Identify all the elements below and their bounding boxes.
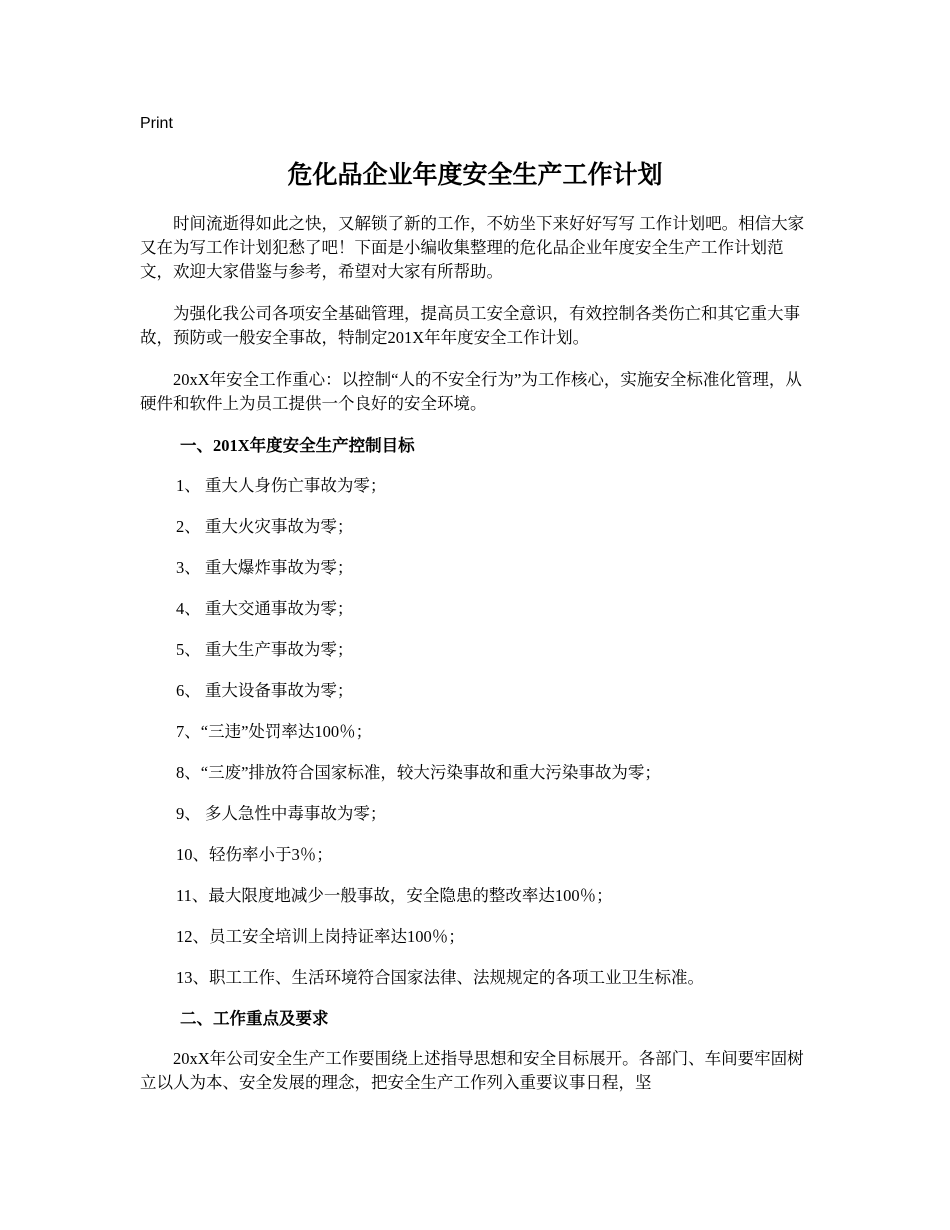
list-item: 1、 重大人身伤亡事故为零； bbox=[176, 476, 387, 495]
list-item: 11、最大限度地减少一般事故，安全隐患的整改率达100％； bbox=[176, 886, 613, 905]
document-body bbox=[140, 212, 810, 1113]
list-item: 12、员工安全培训上岗持证率达100％； bbox=[176, 927, 465, 946]
section-heading-priorities: 二、工作重点及要求 bbox=[180, 1009, 329, 1028]
list-item: 3、 重大爆炸事故为零； bbox=[176, 558, 354, 577]
list-item: 6、 重大设备事故为零； bbox=[176, 681, 354, 700]
list-item: 10、轻伤率小于3％； bbox=[176, 845, 333, 864]
list-item: 5、 重大生产事故为零； bbox=[176, 640, 354, 659]
list-item: 2、 重大火灾事故为零； bbox=[176, 517, 354, 536]
list-item: 8、“三废”排放符合国家标准，较大污染事故和重大污染事故为零； bbox=[176, 763, 661, 782]
list-item: 7、“三违”处罚率达100％； bbox=[176, 722, 373, 741]
intro-paragraph: 时间流逝得如此之快，又解锁了新的工作，不妨坐下来好好写写 工作计划吧。相信大家又在为写工作计划犯愁了吧！下面是小编收集整理的危化品企业年度安全生产工作计划范文，欢迎大家借鉴与参考，希望对大家有所帮助。 bbox=[140, 214, 805, 281]
priorities-paragraph: 20xX年公司安全生产工作要围绕上述指导思想和安全目标展开。各部门、车间要牢固树立以人为本、安全发展的理念，把安全生产工作列入重要议事日程，坚 bbox=[140, 1049, 804, 1092]
target-list bbox=[140, 474, 810, 990]
focus-paragraph: 20xX年安全工作重心：以控制“人的不安全行为”为工作核心，实施安全标准化管理，从硬件和软件上为员工提供一个良好的安全环境。 bbox=[140, 370, 802, 413]
purpose-paragraph: 为强化我公司各项安全基础管理，提高员工安全意识，有效控制各类伤亡和其它重大事故，预防或一般安全事故，特制定201X年年度安全工作计划。 bbox=[140, 304, 800, 347]
list-item: 4、 重大交通事故为零； bbox=[176, 599, 354, 618]
print-label[interactable]: Print bbox=[140, 115, 173, 132]
list-item: 13、职工工作、生活环境符合国家法律、法规规定的各项工业卫生标准。 bbox=[176, 968, 704, 987]
list-item: 9、 多人急性中毒事故为零； bbox=[176, 804, 387, 823]
document-title: 危化品企业年度安全生产工作计划 bbox=[287, 162, 663, 189]
section-heading-targets: 一、201X年度安全生产控制目标 bbox=[180, 436, 415, 455]
